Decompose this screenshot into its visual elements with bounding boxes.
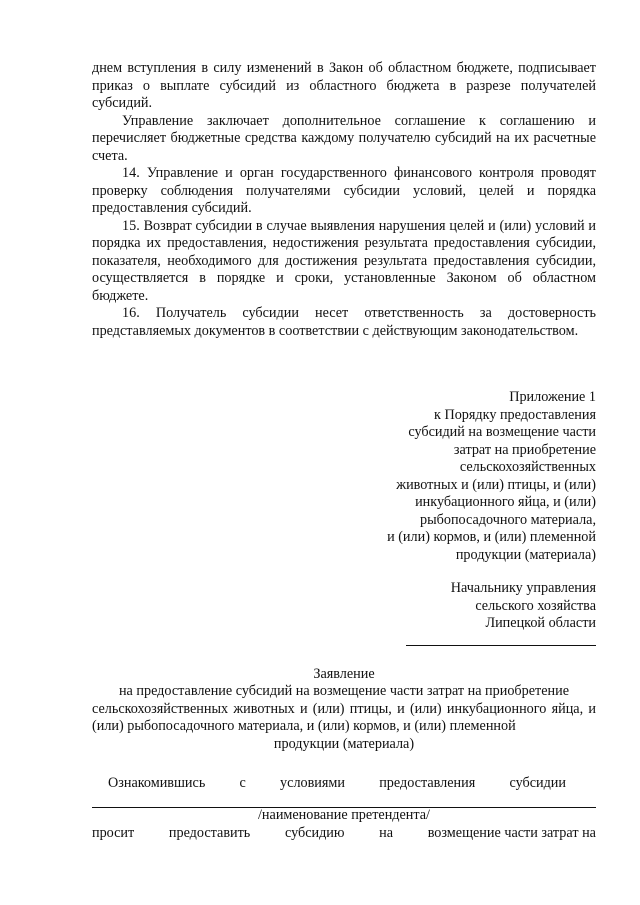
appendix-line: рыбопосадочного материала, <box>420 511 596 528</box>
paragraph: 14. Управление и орган государственного финансового контроля проводят проверку соблюдения получателями субсидии условий, целей и порядка предоставления субсидий. <box>92 165 596 216</box>
paragraph: 16. Получатель субсидии несет ответственность за достоверность представляемых документов в соответствии с действующим законодательством. <box>92 305 596 339</box>
request-word: субсидию <box>284 825 345 841</box>
request-word: предоставить <box>168 825 251 841</box>
familiar-word: предоставления <box>379 775 476 791</box>
statement-subtitle-line: продукции (материала) <box>273 735 415 752</box>
appendix-line: к Порядку предоставления <box>434 406 596 423</box>
appendix-line: затрат на приобретение <box>453 441 596 458</box>
request-word: на <box>379 825 394 841</box>
appendix-line: и (или) кормов, и (или) племенной <box>387 529 596 545</box>
familiar-word: Ознакомившись <box>108 775 206 791</box>
paragraph: 15. Возврат субсидии в случае выявления нарушения целей и (или) условий и порядка их предоставления, недостижения результата предоставления субсидии, показателя, необходимого для достижения результата предоставления субсидии, осуществляется в порядке и сроки, установленные Законом об областном бюджете. <box>92 217 596 304</box>
applicant-name-caption: /наименование претендента/ <box>257 807 431 823</box>
appendix-line: Приложение 1 <box>509 389 596 405</box>
addressee-line: Начальнику управления <box>450 580 596 596</box>
request-line <box>92 825 596 843</box>
familiar-word: с <box>239 775 246 791</box>
appendix-header <box>296 389 596 564</box>
statement-subtitle-line: сельскохозяйственных животных и (или) птицы, и (или) инкубационного яйца, и (или) рыбопосадочного материала, и (или) кормов, и (или) племенной <box>92 700 596 734</box>
addressee-line: сельского хозяйства <box>475 597 596 614</box>
addressee-block <box>296 580 596 651</box>
appendix-line: животных и (или) птицы, и (или) <box>396 476 596 493</box>
familiar-word: субсидии <box>509 775 566 791</box>
request-word: просит <box>92 825 135 841</box>
addressee-line: Липецкой области <box>485 615 596 631</box>
statement-subtitle <box>92 683 596 753</box>
request-word: возмещение части затрат на <box>427 825 596 841</box>
paragraph: Управление заключает дополнительное соглашение к соглашению и перечисляет бюджетные средства каждому получателю субсидий на их расчетные счета. <box>92 112 596 164</box>
statement-title: Заявление <box>313 666 375 682</box>
body-text <box>92 60 596 340</box>
familiar-line <box>92 775 596 793</box>
appendix-line: инкубационного яйца, и (или) <box>415 494 596 510</box>
statement-subtitle-line: на предоставление субсидий на возмещение части затрат на приобретение <box>118 683 570 699</box>
appendix-line: сельскохозяйственных <box>459 459 596 475</box>
appendix-line: субсидий на возмещение части <box>408 424 596 440</box>
familiar-word: условиями <box>280 775 345 791</box>
appendix-line: продукции (материала) <box>455 546 596 563</box>
addressee-signature-line[interactable] <box>296 633 596 652</box>
paragraph: днем вступления в силу изменений в Закон об областном бюджете, подписывает приказ о выплате субсидий из областного бюджета в разрезе получателей субсидий. <box>92 60 596 111</box>
